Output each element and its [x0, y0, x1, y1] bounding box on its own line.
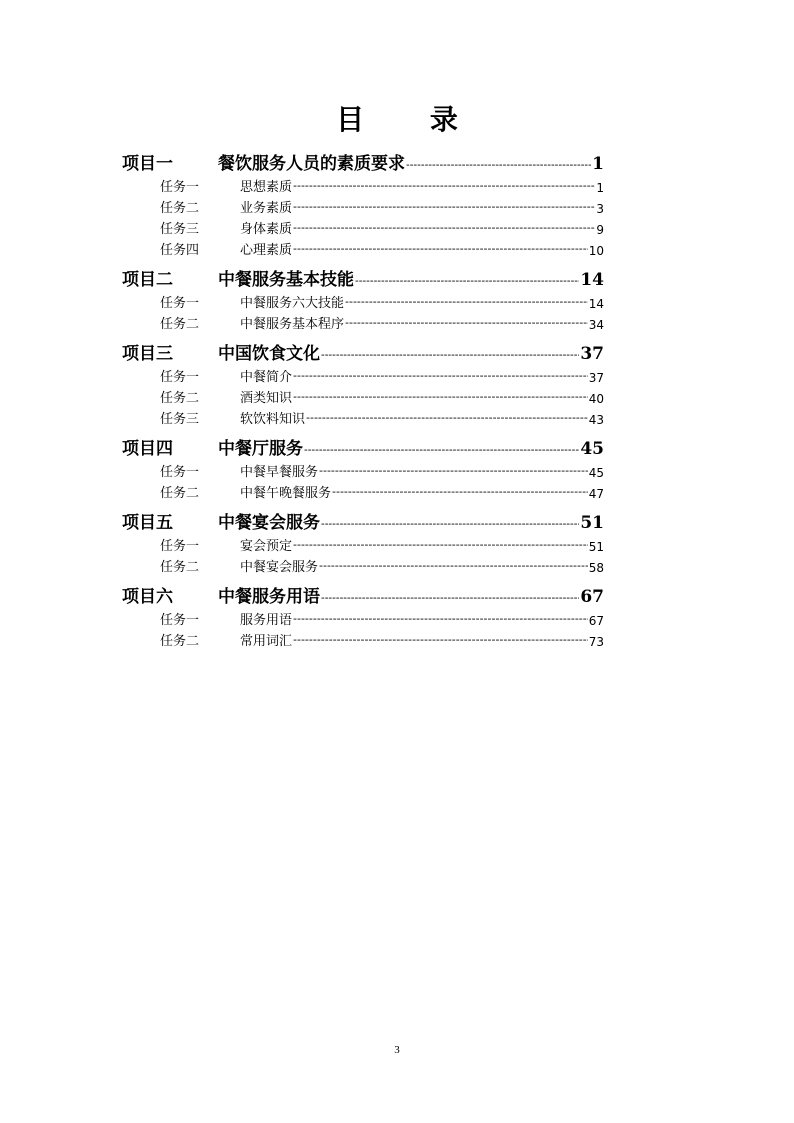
task-number: 任务三: [160, 222, 200, 237]
toc-project-entry[interactable]: [122, 433, 604, 459]
task-page-number: 3: [596, 202, 604, 216]
dot-leader: [345, 296, 588, 307]
dot-leader: [293, 370, 588, 381]
dot-leader: [355, 275, 579, 286]
project-title: 中餐服务用语: [218, 587, 320, 607]
table-of-contents: [122, 148, 604, 655]
task-number: 任务四: [160, 243, 200, 258]
project-title: 中餐服务基本技能: [218, 270, 354, 290]
project-title: 中国饮食文化: [218, 344, 320, 364]
project-number: 项目二: [122, 270, 173, 290]
dot-leader: [293, 243, 588, 254]
project-title: 中餐厅服务: [218, 439, 303, 459]
project-number: 项目六: [122, 587, 173, 607]
toc-task-entry[interactable]: [122, 406, 604, 427]
toc-project: [122, 338, 604, 427]
dot-leader: [332, 486, 588, 497]
task-title: 常用词汇: [240, 634, 293, 649]
toc-project-entry[interactable]: [122, 264, 604, 290]
project-page-number: 1: [592, 154, 604, 174]
toc-task-entry[interactable]: [122, 554, 604, 575]
dot-leader: [304, 444, 579, 455]
project-page-number: 51: [580, 513, 604, 533]
toc-task-entry[interactable]: [122, 480, 604, 501]
task-title: 身体素质: [240, 222, 293, 237]
dot-leader: [293, 222, 595, 233]
task-title: 中餐服务基本程序: [240, 317, 345, 332]
project-title: 中餐宴会服务: [218, 513, 320, 533]
dot-leader: [321, 518, 579, 529]
toc-project-entry[interactable]: [122, 148, 604, 174]
project-number: 项目四: [122, 439, 173, 459]
task-title: 业务素质: [240, 201, 293, 216]
dot-leader: [321, 349, 579, 360]
task-page-number: 58: [588, 561, 604, 575]
task-page-number: 51: [588, 540, 604, 554]
project-page-number: 14: [580, 270, 604, 290]
dot-leader: [406, 159, 591, 170]
task-number: 任务二: [160, 560, 200, 575]
toc-task-entry[interactable]: [122, 385, 604, 406]
task-page-number: 67: [588, 614, 604, 628]
page-number: 3: [394, 1044, 400, 1056]
toc-task-entry[interactable]: [122, 628, 604, 649]
task-title: 中餐服务六大技能: [240, 296, 345, 311]
task-number: 任务一: [160, 465, 200, 480]
toc-task-entry[interactable]: [122, 364, 604, 385]
task-number: 任务一: [160, 370, 200, 385]
project-page-number: 37: [580, 344, 604, 364]
toc-task-entry[interactable]: [122, 459, 604, 480]
task-number: 任务一: [160, 613, 200, 628]
dot-leader: [321, 592, 579, 603]
task-title: 中餐早餐服务: [240, 465, 319, 480]
dot-leader: [306, 412, 588, 423]
dot-leader: [319, 465, 588, 476]
toc-project-entry[interactable]: [122, 581, 604, 607]
task-number: 任务一: [160, 539, 200, 554]
toc-project: [122, 148, 604, 258]
task-number: 任务一: [160, 180, 200, 195]
task-page-number: 47: [588, 487, 604, 501]
toc-task-entry[interactable]: [122, 174, 604, 195]
toc-task-entry[interactable]: [122, 607, 604, 628]
toc-project-entry[interactable]: [122, 338, 604, 364]
task-title: 中餐简介: [240, 370, 293, 385]
task-title: 酒类知识: [240, 391, 293, 406]
toc-task-entry[interactable]: [122, 237, 604, 258]
task-number: 任务二: [160, 634, 200, 649]
toc-task-entry[interactable]: [122, 533, 604, 554]
task-page-number: 9: [596, 223, 604, 237]
task-page-number: 37: [588, 371, 604, 385]
project-number: 项目一: [122, 154, 173, 174]
toc-project: [122, 264, 604, 332]
task-number: 任务一: [160, 296, 200, 311]
task-number: 任务三: [160, 412, 200, 427]
task-number: 任务二: [160, 201, 200, 216]
toc-task-entry[interactable]: [122, 311, 604, 332]
toc-project: [122, 433, 604, 501]
task-page-number: 1: [596, 181, 604, 195]
toc-task-entry[interactable]: [122, 216, 604, 237]
toc-task-entry[interactable]: [122, 290, 604, 311]
project-number: 项目三: [122, 344, 173, 364]
task-number: 任务二: [160, 317, 200, 332]
task-page-number: 10: [588, 244, 604, 258]
dot-leader: [293, 634, 588, 645]
task-page-number: 34: [588, 318, 604, 332]
toc-project-entry[interactable]: [122, 507, 604, 533]
task-page-number: 45: [588, 466, 604, 480]
dot-leader: [293, 613, 588, 624]
task-number: 任务二: [160, 391, 200, 406]
dot-leader: [345, 317, 588, 328]
task-title: 宴会预定: [240, 539, 293, 554]
dot-leader: [319, 560, 588, 571]
toc-project: [122, 581, 604, 649]
project-title: 餐饮服务人员的素质要求: [218, 154, 405, 174]
task-page-number: 43: [588, 413, 604, 427]
dot-leader: [293, 391, 588, 402]
task-page-number: 73: [588, 635, 604, 649]
dot-leader: [293, 539, 588, 550]
task-page-number: 40: [588, 392, 604, 406]
task-title: 中餐午晚餐服务: [240, 486, 332, 501]
task-title: 思想素质: [240, 180, 293, 195]
dot-leader: [293, 180, 595, 191]
task-title: 服务用语: [240, 613, 293, 628]
task-title: 软饮料知识: [240, 412, 306, 427]
project-number: 项目五: [122, 513, 173, 533]
task-title: 中餐宴会服务: [240, 560, 319, 575]
task-page-number: 14: [588, 297, 604, 311]
task-title: 心理素质: [240, 243, 293, 258]
task-number: 任务二: [160, 486, 200, 501]
project-page-number: 45: [580, 439, 604, 459]
toc-project: [122, 507, 604, 575]
toc-task-entry[interactable]: [122, 195, 604, 216]
dot-leader: [293, 201, 595, 212]
page-title: 目 录: [336, 103, 486, 136]
project-page-number: 67: [580, 587, 604, 607]
